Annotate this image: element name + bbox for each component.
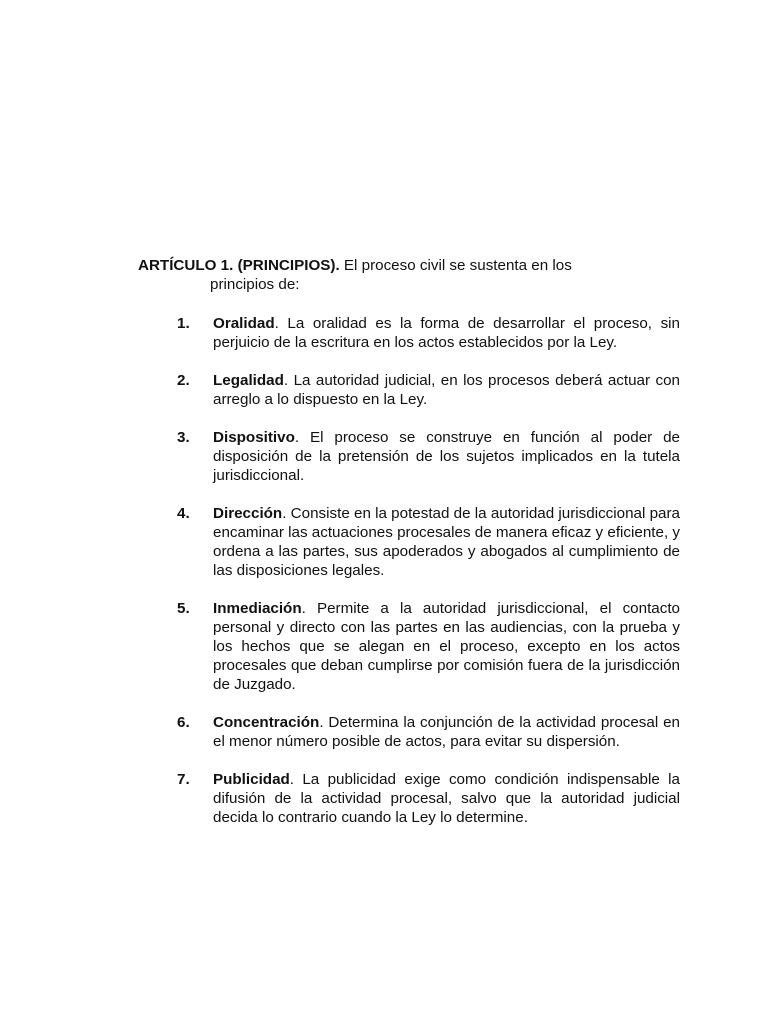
principle-number: 6. (177, 714, 190, 731)
principle-item (138, 504, 680, 580)
article-block (138, 256, 680, 294)
article-heading: ARTÍCULO 1. (PRINCIPIOS). (138, 257, 340, 274)
principle-text: . La publicidad exige como condición indispensable la difusión de la actividad procesal, salvo que la autoridad judicial decida lo contrario cuando la Ley lo determine. (213, 771, 680, 826)
principle-text: . La oralidad es la forma de desarrollar el proceso, sin perjuicio de la escritura en los actos establecidos por la Ley. (213, 315, 680, 351)
principle-text: . Consiste en la potestad de la autoridad jurisdiccional para encaminar las actuaciones procesales de manera eficaz y eficiente, y ordena a las partes, sus apoderados y abogados al cumplimiento de las disposiciones legales. (213, 505, 680, 579)
principle-text: . El proceso se construye en función al poder de disposición de la pretensión de los sujetos implicados en la tutela jurisdiccional. (213, 429, 680, 484)
principle-item (138, 713, 680, 751)
principle-number: 3. (177, 429, 190, 446)
principle-number: 4. (177, 505, 190, 522)
principle-number: 2. (177, 372, 190, 389)
article-intro-continuation: principios de: (210, 276, 300, 293)
principle-text: . Determina la conjunción de la actividad procesal en el menor número posible de actos, para evitar su dispersión. (213, 714, 680, 750)
principle-term: Dispositivo (213, 429, 295, 446)
article-intro: El proceso civil se sustenta en los (343, 257, 572, 274)
principle-number: 1. (177, 315, 190, 332)
principle-term: Oralidad (213, 315, 275, 332)
principle-text: . Permite a la autoridad jurisdiccional, el contacto personal y directo con las partes en las audiencias, con la prueba y los hechos que se alegan en el proceso, excepto en los actos procesales que deban cumplirse por comisión fuera de la jurisdicción de Juzgado. (213, 600, 680, 693)
principle-number: 5. (177, 600, 190, 617)
principle-term: Legalidad (213, 372, 284, 389)
principle-item (138, 314, 680, 352)
principle-text: . La autoridad judicial, en los procesos deberá actuar con arreglo a lo dispuesto en la Ley. (213, 372, 680, 408)
principle-item (138, 599, 680, 694)
principle-term: Inmediación (213, 600, 302, 617)
principle-item (138, 371, 680, 409)
principle-number: 7. (177, 771, 190, 788)
principle-term: Concentración (213, 714, 320, 731)
principle-item (138, 770, 680, 827)
article-heading-paragraph (138, 256, 680, 294)
principle-term: Dirección (213, 505, 283, 522)
principles-list (138, 314, 680, 846)
principle-term: Publicidad (213, 771, 290, 788)
principle-item (138, 428, 680, 485)
